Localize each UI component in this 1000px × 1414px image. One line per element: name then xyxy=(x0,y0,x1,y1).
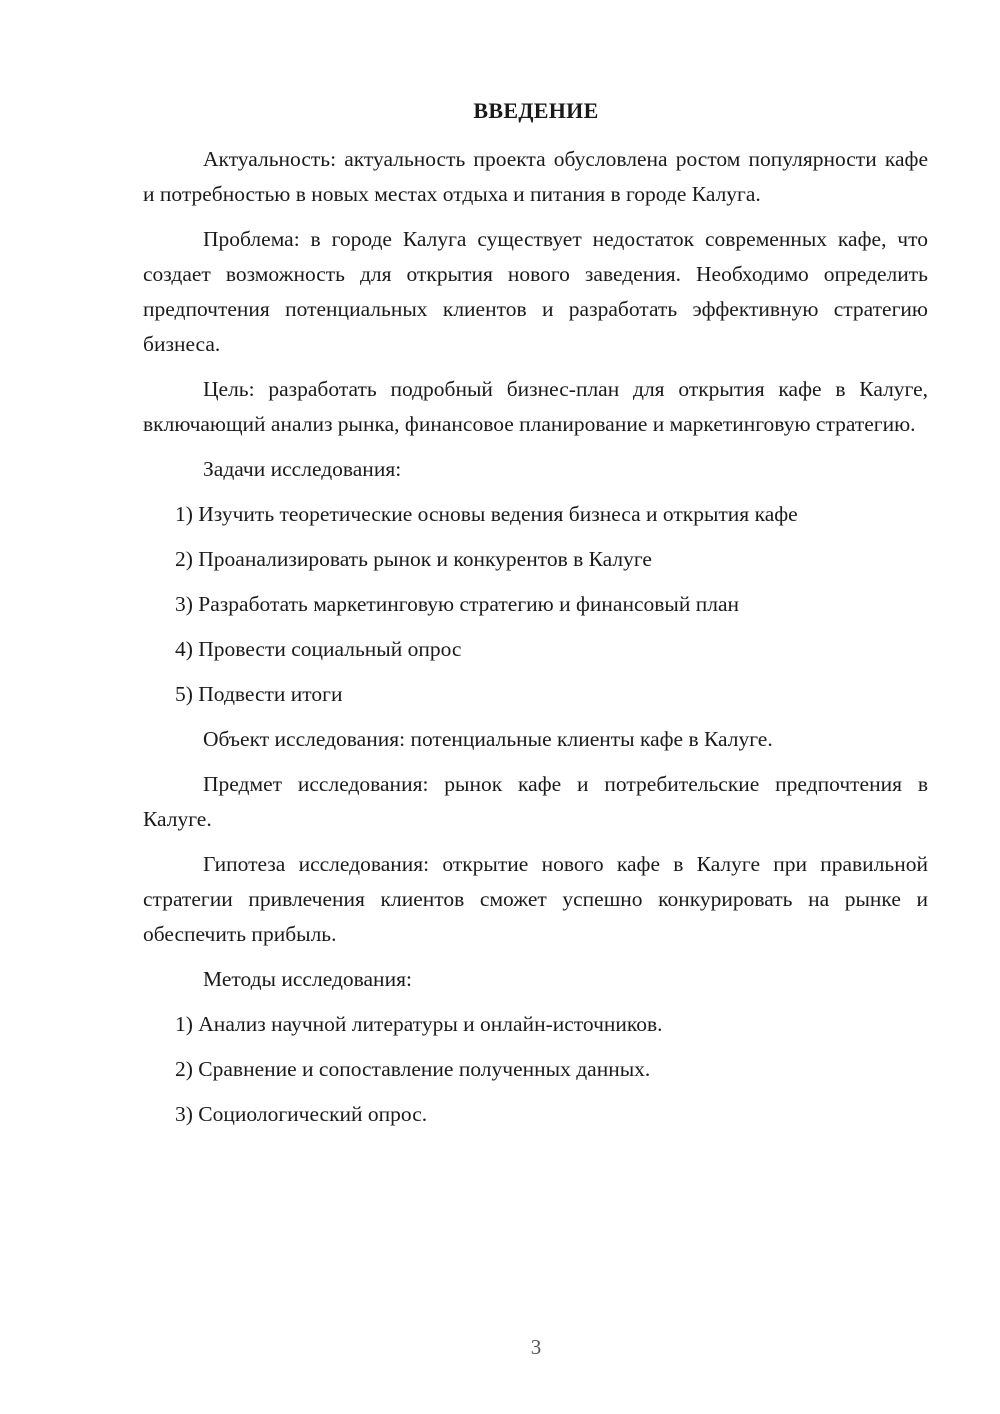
list-item: 5) Подвести итоги xyxy=(175,682,343,706)
methods-list xyxy=(143,1007,928,1132)
hypothesis-paragraph: Гипотеза исследования: открытие нового кафе в Калуге при правильной стратегии привлечения клиентов сможет успешно конкурировать на рынке и обеспечить прибыль. xyxy=(143,852,928,946)
document-body xyxy=(143,142,928,1142)
list-item: 2) Сравнение и сопоставление полученных данных. xyxy=(175,1057,651,1081)
object-paragraph: Объект исследования: потенциальные клиенты кафе в Калуге. xyxy=(203,727,773,751)
list-item: 3) Разработать маркетинговую стратегию и финансовый план xyxy=(175,592,740,616)
page-number: 3 xyxy=(530,1335,542,1359)
relevance-paragraph: Актуальность: актуальность проекта обусловлена ростом популярности кафе и потребностью в новых местах отдыха и питания в городе Калуга. xyxy=(143,147,928,206)
list-item: 1) Анализ научной литературы и онлайн-источников. xyxy=(175,1012,663,1036)
goal-paragraph: Цель: разработать подробный бизнес-план для открытия кафе в Калуге, включающий анализ рынка, финансовое планирование и маркетинговую стратегию. xyxy=(143,377,928,436)
tasks-heading: Задачи исследования: xyxy=(203,457,402,481)
problem-paragraph: Проблема: в городе Калуга существует недостаток современных кафе, что создает возможность для открытия нового заведения. Необходимо определить предпочтения потенциальных клиентов и разработать эффективную стратегию бизнеса. xyxy=(143,227,928,356)
list-item: 3) Социологический опрос. xyxy=(175,1102,428,1126)
list-item: 4) Провести социальный опрос xyxy=(175,637,462,661)
subject-paragraph: Предмет исследования: рынок кафе и потребительские предпочтения в Калуге. xyxy=(143,772,928,831)
methods-heading: Методы исследования: xyxy=(203,967,412,991)
page-title: ВВЕДЕНИЕ xyxy=(473,98,599,123)
list-item: 1) Изучить теоретические основы ведения бизнеса и открытия кафе xyxy=(175,502,798,526)
list-item: 2) Проанализировать рынок и конкурентов в Калуге xyxy=(175,547,652,571)
tasks-list xyxy=(143,497,928,712)
